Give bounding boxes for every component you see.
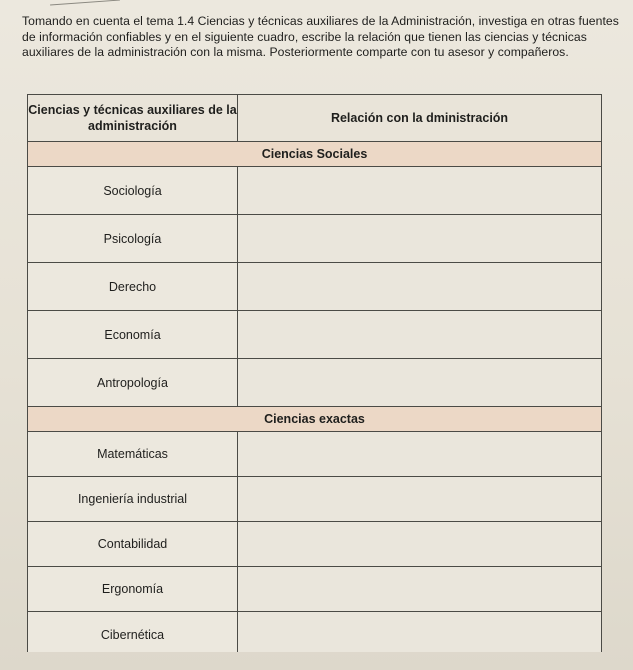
table-row (28, 311, 602, 359)
science-name: Psicología (28, 215, 238, 263)
section-row-social (28, 142, 602, 167)
relation-answer-cell[interactable] (238, 167, 602, 215)
section-row-exact (28, 407, 602, 432)
activity-table (27, 94, 602, 652)
science-name: Economía (28, 311, 238, 359)
relation-answer-cell[interactable] (238, 359, 602, 407)
table-row (28, 263, 602, 311)
science-name: Ergonomía (28, 567, 238, 612)
header-sciences: Ciencias y técnicas auxiliares de la administración (28, 95, 238, 142)
science-name: Contabilidad (28, 522, 238, 567)
science-name: Matemáticas (28, 432, 238, 477)
relation-answer-cell[interactable] (238, 612, 602, 652)
table-row (28, 359, 602, 407)
table-row (28, 432, 602, 477)
table-row (28, 567, 602, 612)
section-title: Ciencias Sociales (28, 142, 602, 167)
relation-answer-cell[interactable] (238, 432, 602, 477)
science-name: Sociología (28, 167, 238, 215)
relation-answer-cell[interactable] (238, 263, 602, 311)
activity-instructions: Tomando en cuenta el tema 1.4 Ciencias y técnicas auxiliares de la Administración, investiga en otras fuentes de información confiables y en el siguiente cuadro, escribe la relación que tienen las ciencias y técnicas auxiliares de la administración con la misma. Posteriormente comparte con tu asesor y compañeros. (22, 14, 619, 59)
relation-answer-cell[interactable] (238, 311, 602, 359)
science-name: Cibernética (28, 612, 238, 652)
table-row (28, 522, 602, 567)
science-name: Ingeniería industrial (28, 477, 238, 522)
decorative-line (50, 0, 120, 5)
table-row (28, 477, 602, 522)
table-row (28, 612, 602, 652)
relation-answer-cell[interactable] (238, 567, 602, 612)
relation-answer-cell[interactable] (238, 477, 602, 522)
science-name: Antropología (28, 359, 238, 407)
table-row (28, 215, 602, 263)
relation-answer-cell[interactable] (238, 522, 602, 567)
header-relation: Relación con la dministración (238, 95, 602, 142)
table-header-row (28, 95, 602, 142)
table-row (28, 167, 602, 215)
science-name: Derecho (28, 263, 238, 311)
section-title: Ciencias exactas (28, 407, 602, 432)
relation-answer-cell[interactable] (238, 215, 602, 263)
